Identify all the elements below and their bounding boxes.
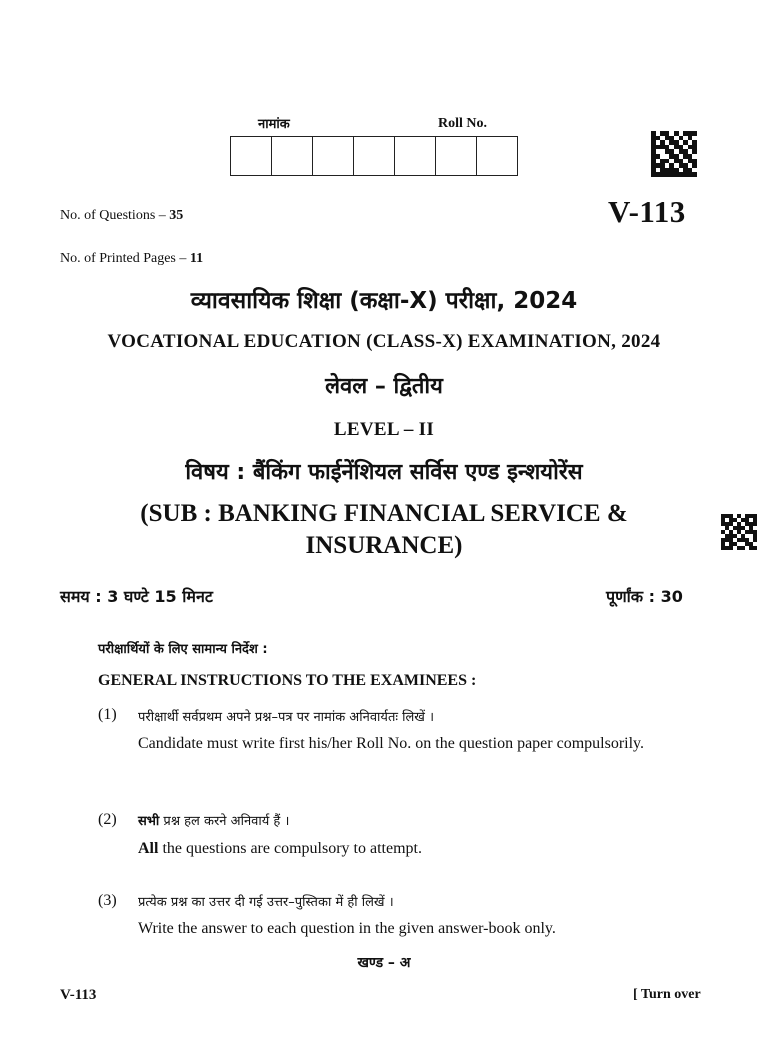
hindi-level: लेवल – द्वितीय	[325, 374, 443, 399]
qr-code	[721, 514, 757, 550]
roll-cell[interactable]	[477, 137, 517, 175]
instruction-2-english-text: the questions are compulsory to attempt.	[158, 840, 422, 857]
namank-label: नामांक	[258, 117, 290, 132]
questions-label: No. of Questions –	[60, 208, 166, 223]
questions-count	[60, 208, 183, 224]
instruction-2-english	[138, 836, 422, 862]
instruction-2-hindi	[138, 811, 289, 829]
pages-label: No. of Printed Pages –	[60, 251, 187, 266]
instruction-3-english: Write the answer to each question in the given answer-book only.	[138, 920, 556, 937]
roll-cell[interactable]	[272, 137, 313, 175]
data-matrix-code	[651, 131, 697, 177]
roll-number-boxes[interactable]	[230, 136, 518, 176]
roll-cell[interactable]	[436, 137, 477, 175]
printed-pages	[60, 251, 203, 267]
roll-cell[interactable]	[313, 137, 354, 175]
instructions-english-heading: GENERAL INSTRUCTIONS TO THE EXAMINEES :	[98, 672, 477, 689]
section-label: खण्ड – अ	[357, 955, 411, 971]
paper-code: V-113	[608, 194, 686, 229]
english-subject-line2: INSURANCE)	[305, 532, 463, 559]
questions-number: 35	[169, 208, 184, 223]
instruction-number: (1)	[98, 706, 117, 723]
hindi-exam-title: व्यावसायिक शिक्षा (कक्षा-X) परीक्षा, 2024	[190, 288, 578, 314]
english-subject-line1: (SUB : BANKING FINANCIAL SERVICE &	[140, 500, 628, 527]
max-marks: पूर्णांक : 30	[606, 587, 683, 606]
turn-over: [ Turn over	[633, 987, 701, 1002]
instructions-hindi-heading: परीक्षार्थियों के लिए सामान्य निर्देश :	[98, 642, 268, 657]
instruction-1-hindi: परीक्षार्थी सर्वप्रथम अपने प्रश्न–पत्र पर नामांक अनिवार्यतः लिखें ।	[138, 710, 434, 725]
instruction-2-hindi-text: प्रश्न हल करने अनिवार्य हैं ।	[159, 814, 290, 829]
roll-no-label: Roll No.	[438, 116, 487, 131]
instruction-number: (2)	[98, 811, 117, 828]
time-allowed: समय : 3 घण्टे 15 मिनट	[60, 587, 213, 606]
roll-cell[interactable]	[354, 137, 395, 175]
english-exam-title: VOCATIONAL EDUCATION (CLASS-X) EXAMINATION, 2024	[107, 331, 661, 352]
instruction-3-hindi: प्रत्येक प्रश्न का उत्तर दी गई उत्तर–पुस्तिका में ही लिखें ।	[138, 895, 394, 910]
roll-cell[interactable]	[231, 137, 272, 175]
footer-code: V-113	[60, 987, 97, 1003]
hindi-subject: विषय : बैंकिंग फाईनेंशियल सर्विस एण्ड इन्शयोरेंस	[185, 460, 583, 485]
instruction-2-hindi-bold: सभी	[138, 814, 160, 829]
instruction-1-english: Candidate must write first his/her Roll No. on the question paper compulsorily.	[138, 735, 644, 752]
pages-number: 11	[189, 251, 204, 266]
english-level: LEVEL – II	[333, 419, 435, 440]
roll-cell[interactable]	[395, 137, 436, 175]
instruction-2-english-bold: All	[138, 840, 159, 857]
instruction-number: (3)	[98, 892, 117, 909]
